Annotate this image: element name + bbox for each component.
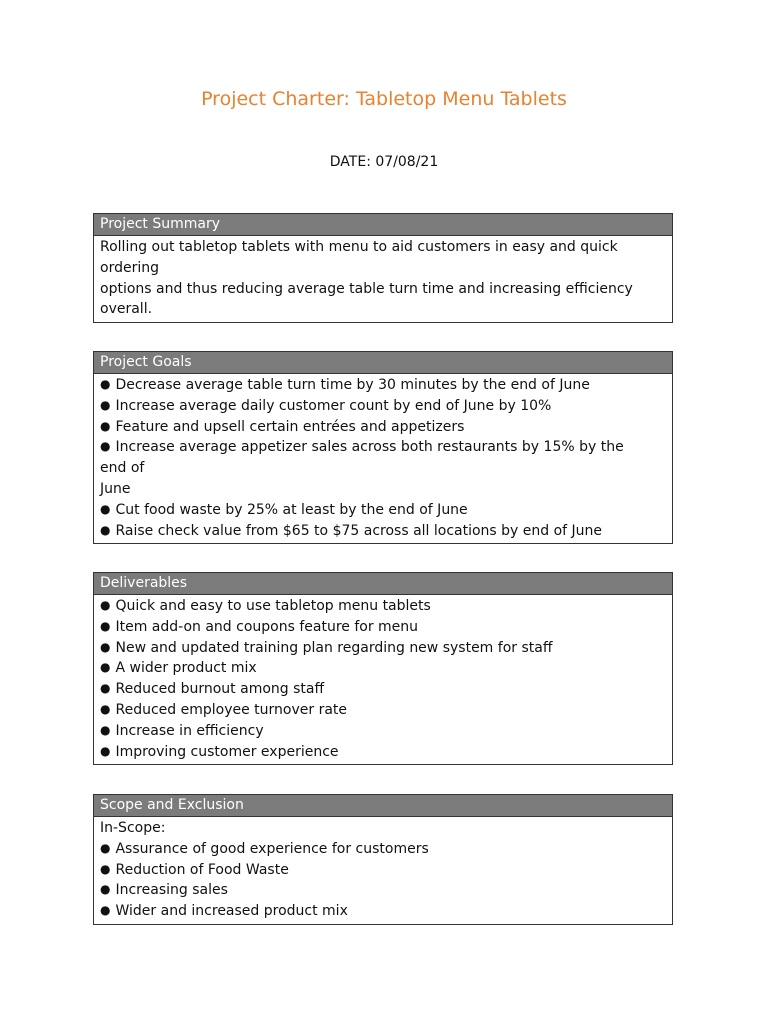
list-item — [100, 617, 666, 638]
list-item-text: Cut food waste by 25% at least by the end of June — [115, 501, 468, 518]
section-deliverables — [93, 572, 673, 765]
bullet-icon: ● — [100, 598, 111, 612]
section-body — [94, 236, 672, 322]
section-scope-and-exclusion — [93, 794, 673, 925]
list-item-text: Increasing sales — [115, 882, 228, 899]
list-item — [100, 901, 666, 922]
list-item-text: Wider and increased product mix — [115, 903, 348, 920]
list-item-text: Raise check value from $65 to $75 across all locations by end of June — [115, 522, 603, 539]
bullet-icon: ● — [100, 660, 111, 675]
bullet-icon: ● — [100, 377, 111, 391]
bullet-icon: ● — [100, 743, 111, 758]
subheading: In-Scope: — [100, 820, 166, 836]
list-item — [100, 417, 666, 438]
list-item — [100, 860, 666, 881]
list-item-text: Quick and easy to use tabletop menu tablets — [115, 598, 431, 614]
document-date: DATE: 07/08/21 — [329, 154, 439, 170]
list-item — [100, 742, 666, 763]
bullet-icon: ● — [100, 701, 111, 716]
section-heading: Deliverables — [94, 573, 672, 595]
list-item-text: Assurance of good experience for customers — [115, 840, 429, 857]
list-item — [100, 638, 666, 659]
section-project-goals — [93, 351, 673, 544]
body-line: Rolling out tabletop tablets with menu to aid customers in easy and quick — [100, 239, 618, 255]
list-item-text: Reduced employee turnover rate — [115, 701, 348, 718]
section-heading: Project Goals — [94, 352, 672, 374]
list-item-text: Reduced burnout among staff — [115, 681, 325, 698]
list-item — [100, 437, 666, 458]
section-body — [94, 595, 672, 764]
list-item — [100, 596, 666, 617]
list-item-continuation: June — [100, 480, 131, 497]
list-item-text: A wider product mix — [115, 660, 257, 677]
section-project-summary — [93, 213, 673, 323]
list-item-text: Reduction of Food Waste — [115, 861, 289, 878]
list-item-text: Increase average daily customer count by end of June by 10% — [115, 397, 552, 414]
section-body — [94, 374, 672, 543]
list-item-text: Increase average appetizer sales across both restaurants by 15% by the — [115, 439, 624, 456]
bullet-icon: ● — [100, 861, 111, 876]
list-item-text: Improving customer experience — [115, 743, 339, 760]
list-item — [100, 396, 666, 417]
bullet-icon: ● — [100, 840, 111, 855]
section-body — [94, 817, 672, 924]
list-item-continuation: end of — [100, 460, 145, 477]
list-item — [100, 658, 666, 679]
list-item-text: Feature and upsell certain entrées and appetizers — [115, 418, 465, 435]
list-item — [100, 700, 666, 721]
bullet-icon: ● — [100, 501, 111, 516]
list-item-text: New and updated training plan regarding new system for staff — [115, 639, 553, 656]
body-line: options and thus reducing average table turn time and increasing efficiency — [100, 280, 633, 297]
body-line: overall. — [100, 301, 153, 318]
section-heading: Scope and Exclusion — [94, 795, 672, 817]
list-item — [100, 500, 666, 521]
bullet-icon: ● — [100, 439, 111, 454]
bullet-icon: ● — [100, 522, 111, 537]
bullet-icon: ● — [100, 418, 111, 433]
bullet-icon: ● — [100, 639, 111, 654]
list-item — [100, 721, 666, 742]
page-title: Project Charter: Tabletop Menu Tablets — [201, 88, 567, 110]
list-item — [100, 679, 666, 700]
list-item-text: Decrease average table turn time by 30 minutes by the end of June — [115, 377, 590, 393]
bullet-icon: ● — [100, 722, 111, 737]
list-item-text: Item add-on and coupons feature for menu — [115, 618, 419, 635]
list-item-text: Increase in efficiency — [115, 722, 264, 739]
list-item — [100, 521, 666, 542]
bullet-icon: ● — [100, 397, 111, 412]
list-item — [100, 375, 666, 396]
bullet-icon: ● — [100, 882, 111, 897]
section-heading: Project Summary — [94, 214, 672, 236]
bullet-icon: ● — [100, 903, 111, 918]
body-line: ordering — [100, 259, 159, 276]
list-item — [100, 839, 666, 860]
bullet-icon: ● — [100, 681, 111, 696]
list-item — [100, 880, 666, 901]
bullet-icon: ● — [100, 618, 111, 633]
